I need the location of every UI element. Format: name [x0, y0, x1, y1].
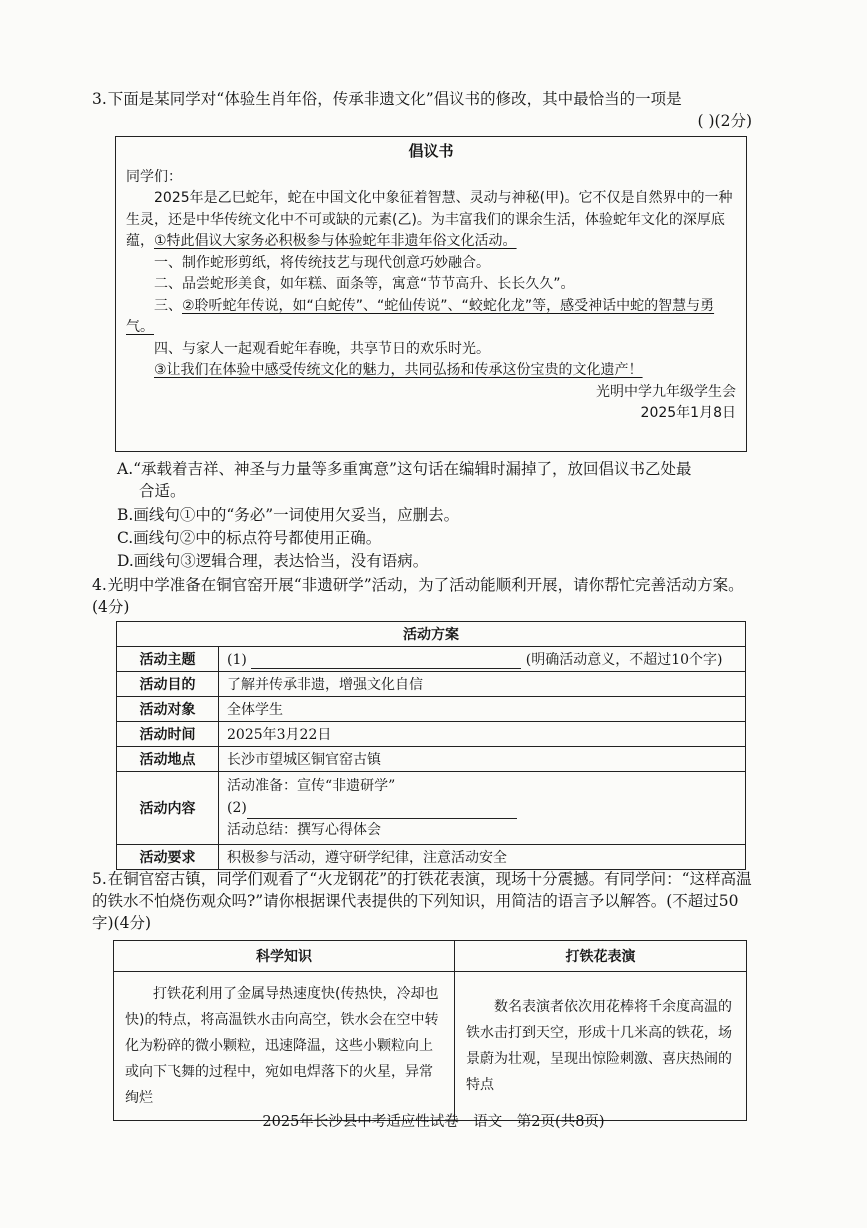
option-b: B.画线句①中的“务必”一词使用欠妥当，应删去。	[117, 506, 460, 524]
plan-theme-cell	[219, 647, 746, 672]
theme-hint: (明确活动意义，不超过10个字)	[525, 652, 723, 668]
plan-header: 活动方案	[117, 622, 746, 647]
question-text: 在铜官窑古镇，同学们观看了“火龙钢花”的打铁花表演，现场十分震撼。有同学问：“这样高温的铁水不怕烧伤观众吗?”请你根据课代表提供的下列知识，用简洁的语言予以解答。(不超过50字)(4分)	[92, 870, 752, 932]
question-text: 下面是某同学对“体验生肖年俗，传承非遗文化”倡议书的修改，其中最恰当的一项是	[107, 90, 682, 108]
knowledge-header-science: 科学知识	[114, 941, 455, 972]
question-3-stem	[92, 88, 752, 110]
content-summary: 活动总结：撰写心得体会	[227, 822, 381, 838]
science-text: 打铁花利用了金属导热速度快(传热快，冷却也快)的特点，将高温铁水击向高空，铁水会在空中转化为粉碎的微小颗粒，迅速降温，这些小颗粒向上或向下飞舞的过程中，宛如电焊落下的火星，异常绚烂	[125, 986, 439, 1106]
proposal-letter	[115, 136, 747, 452]
underlined-sentence-1: ①特此倡议大家务必积极参与体验蛇年非遗年俗文化活动。	[154, 233, 517, 249]
letter-item-4: 四、与家人一起观看蛇年春晚，共享节日的欢乐时光。	[154, 340, 490, 357]
option-a-line1: A.“承载着吉祥、神圣与力量等多重寓意”这句话在编辑时漏掉了，放回倡议书乙处最	[117, 460, 692, 478]
question-number: 4.	[92, 576, 107, 594]
show-cell	[455, 972, 747, 1121]
show-text: 数名表演者依次用花棒将千余度高温的铁水击打到天空，形成十几米高的铁花，场景蔚为壮观，呈现出惊险刺激、喜庆热闹的特点	[466, 999, 732, 1093]
option-a	[117, 458, 752, 502]
letter-signature: 光明中学九年级学生会	[596, 383, 736, 400]
plan-label: 活动要求	[117, 845, 219, 870]
item-3-prefix: 三、	[154, 297, 182, 314]
knowledge-header-show: 打铁花表演	[455, 941, 747, 972]
page-footer: 2025年长沙县中考适应性试卷 语文 第2页(共8页)	[262, 1114, 605, 1130]
blank-number: (2)	[227, 800, 247, 816]
question-number: 5.	[92, 870, 107, 888]
plan-value: 长沙市望城区铜官窑古镇	[219, 747, 746, 772]
plan-value: 2025年3月22日	[219, 722, 746, 747]
question-5-stem	[92, 868, 752, 934]
letter-title: 倡议书	[408, 142, 454, 160]
letter-date: 2025年1月8日	[640, 405, 736, 421]
answer-blank-1[interactable]	[251, 654, 521, 669]
plan-label: 活动目的	[117, 672, 219, 697]
letter-greeting: 同学们：	[126, 168, 182, 185]
plan-label: 活动地点	[117, 747, 219, 772]
question-number: 3.	[92, 90, 107, 108]
plan-label: 活动内容	[117, 772, 219, 845]
underlined-sentence-3: ③让我们在体验中感受传统文化的魅力，共同弘扬和传承这份宝贵的文化遗产！	[154, 362, 643, 378]
letter-para-text: 2025年是乙巳蛇年，蛇在中国文化中象征着智慧、灵动与神秘(甲)。它不仅是自然界中的一种生灵，还是中华传统文化中不可或缺的元素(乙)。为丰富我们的课余生活，体验蛇年文化的深厚底蕴，	[126, 190, 733, 249]
question-3-score: ( )(2分)	[697, 112, 752, 130]
plan-value: 积极参与活动，遵守研学纪律，注意活动安全	[219, 845, 746, 870]
plan-value: 了解并传承非遗，增强文化自信	[219, 672, 746, 697]
question-4-stem	[92, 574, 752, 618]
content-blank-row	[227, 797, 737, 819]
letter-item-2: 二、品尝蛇形美食，如年糕、面条等，寓意“节节高升、长长久久”。	[154, 276, 575, 292]
knowledge-table	[113, 940, 747, 1121]
letter-paragraph	[126, 188, 736, 253]
plan-value: 全体学生	[219, 697, 746, 722]
letter-item-1: 一、制作蛇形剪纸，将传统技艺与现代创意巧妙融合。	[154, 254, 490, 271]
blank-number: (1)	[227, 652, 247, 668]
letter-item-3	[126, 296, 736, 339]
question-text: 光明中学准备在铜官窑开展“非遗研学”活动，为了活动能顺利开展，请你帮忙完善活动方案。(4分)	[92, 576, 744, 616]
activity-plan-table	[116, 621, 746, 870]
option-c: C.画线句②中的标点符号都使用正确。	[117, 529, 382, 547]
option-a-line2: 合适。	[139, 482, 186, 500]
letter-closing	[126, 360, 736, 382]
plan-label: 活动主题	[117, 647, 219, 672]
answer-blank-2[interactable]	[247, 804, 517, 819]
science-cell	[114, 972, 455, 1121]
underlined-sentence-2: ②聆听蛇年传说，如“白蛇传”、“蛇仙传说”、“蛟蛇化龙”等，感受神话中蛇的智慧与勇气。	[126, 297, 715, 335]
plan-label: 活动时间	[117, 722, 219, 747]
option-d: D.画线句③逻辑合理，表达恰当，没有语病。	[117, 552, 429, 570]
plan-label: 活动对象	[117, 697, 219, 722]
content-prep: 活动准备：宣传“非遗研学”	[227, 778, 396, 794]
plan-content-cell	[219, 772, 746, 845]
